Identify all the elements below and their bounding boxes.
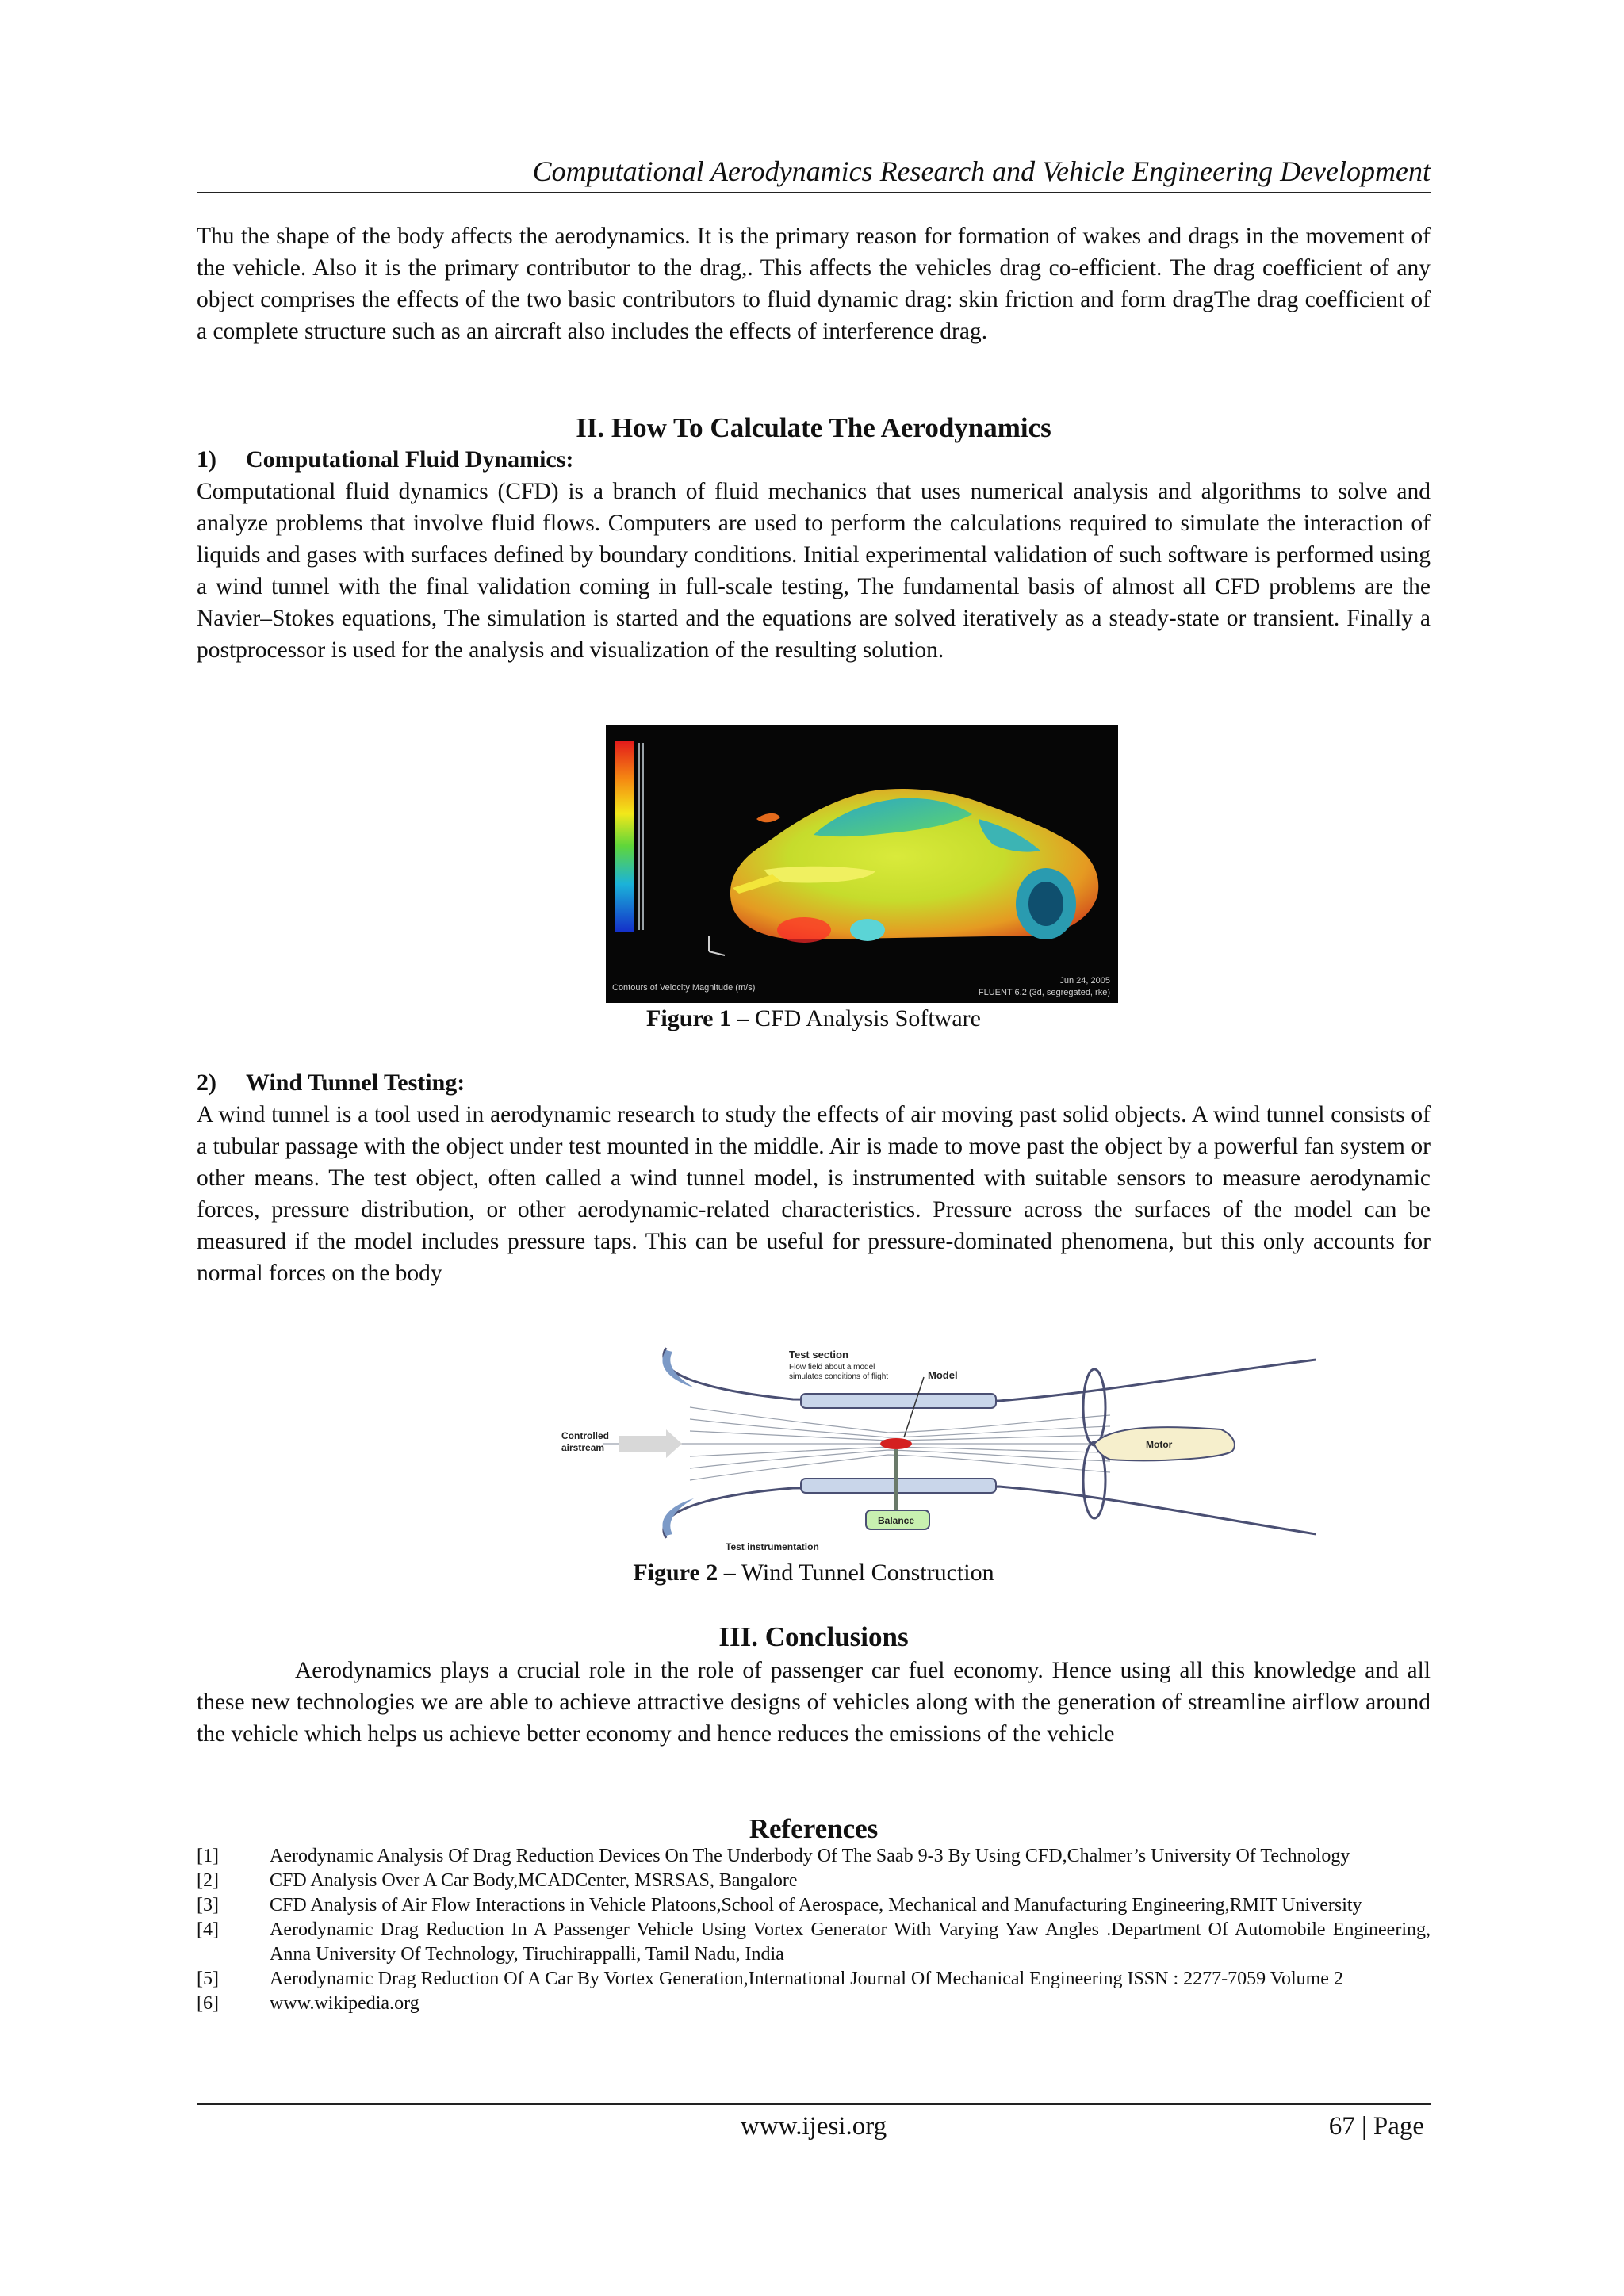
reference-item	[197, 1992, 1431, 2016]
conclusions-paragraph	[197, 1655, 1431, 1750]
label-test-instrumentation: Test instrumentation	[726, 1541, 819, 1552]
reference-text: Aerodynamic Analysis Of Drag Reduction Devices On The Underbody Of The Saab 9-3 By Using CFD,Chalmer’s University Of Technology	[270, 1846, 1350, 1866]
wind-tunnel-paragraph: A wind tunnel is a tool used in aerodynamic research to study the effects of air moving past solid objects. A wind tunnel consists of a tubular passage with the object under test mounted in the middle. Air is made to move past the object by a powerful fan system or other means. The test object, often called a wind tunnel model, is instrumented with suitable sensors to measure aerodynamic forces, pressure distribution, or other aerodynamic-related characteristics. Pressure across the surfaces of the model can be measured if the model includes pressure taps. This can be useful for pressure-dominated phenomena, but this only accounts for normal forces on the body	[197, 1102, 1431, 1286]
figure-1-label: Figure 1 –	[646, 1005, 749, 1031]
reference-item	[197, 1869, 1431, 1893]
label-airstream: airstream	[561, 1442, 605, 1453]
figure-2-caption-text: Wind Tunnel Construction	[741, 1559, 994, 1586]
test-section-lower-window	[801, 1479, 996, 1493]
velocity-color-scale	[615, 741, 634, 932]
label-motor: Motor	[1146, 1439, 1173, 1450]
figure-1-caption-text: CFD Analysis Software	[754, 1005, 981, 1031]
figure-1-solver-text: FLUENT 6.2 (3d, segregated, rke)	[978, 988, 1110, 997]
reference-number: [5]	[197, 1969, 219, 1989]
reference-number: [1]	[197, 1846, 219, 1866]
reference-text: Aerodynamic Drag Reduction Of A Car By Vortex Generation,International Journal Of Mechanical Engineering ISSN : 2277-7059 Volume 2	[270, 1969, 1343, 1989]
subsection-wind-tunnel-title	[197, 1067, 465, 1099]
reference-number: [2]	[197, 1870, 219, 1891]
subsection-wind-tunnel-number: 2)	[197, 1070, 216, 1096]
figure-1-caption	[197, 1003, 1431, 1035]
label-test-section-note-1: Flow field about a model	[789, 1363, 875, 1372]
reference-number: [4]	[197, 1919, 219, 1940]
label-test-section-note-2: simulates conditions of flight	[789, 1372, 889, 1381]
section-2-title: II. How To Calculate The Aerodynamics	[576, 412, 1051, 443]
subsection-cfd-number: 1)	[197, 446, 216, 473]
reference-text: www.wikipedia.org	[270, 1993, 419, 2014]
header-rule	[197, 192, 1431, 193]
paper-page	[197, 0, 1431, 2296]
test-section-upper-window	[801, 1394, 996, 1408]
reference-list	[197, 1844, 1431, 2016]
footer-page-number: 67 | Page	[1328, 2112, 1424, 2141]
intro-paragraph: Thu the shape of the body affects the aerodynamics. It is the primary reason for formation of wakes and drags in the movement of the vehicle. Also it is the primary contributor to the drag,. This affects the vehicles drag co-efficient. The drag coefficient of any object comprises the effects of the two basic contributors to fluid dynamic drag: skin friction and form dragThe drag coefficient of a complete structure such as an aircraft also includes the effects of interference drag.	[197, 224, 1431, 344]
references-title: References	[749, 1813, 879, 1844]
footer-rule	[197, 2103, 1431, 2105]
subsection-cfd-title	[197, 444, 573, 476]
reference-item	[197, 1918, 1431, 1967]
figure-1-cfd-image	[606, 725, 1118, 1003]
footer-website: www.ijesi.org	[740, 2112, 887, 2141]
reference-item	[197, 1967, 1431, 1992]
reference-item	[197, 1844, 1431, 1869]
reference-number: [3]	[197, 1895, 219, 1915]
running-title: Computational Aerodynamics Research and Vehicle Engineering Development	[532, 155, 1431, 187]
conclusions-text: Aerodynamics plays a crucial role in the role of passenger car fuel economy. Hence using all this knowledge and all these new technologies we are able to achieve attractive designs of vehicles along with the generation of streamline airflow around the vehicle which helps us achieve better economy and hence reduces the emissions of the vehicle	[197, 1658, 1431, 1747]
model-object	[880, 1438, 912, 1449]
figure-1-date-text: Jun 24, 2005	[1059, 976, 1110, 985]
reference-text: CFD Analysis of Air Flow Interactions in Vehicle Platoons,School of Aerospace, Mechanical and Manufacturing Engineering,RMIT University	[270, 1895, 1362, 1915]
figure-2-caption	[197, 1557, 1431, 1589]
reference-text: Aerodynamic Drag Reduction In A Passenger Vehicle Using Vortex Generator With Varying Yaw Angles .Department Of Automobile Engineering, Anna University Of Technology, Tiruchirappalli, Tamil Nadu, India	[270, 1919, 1431, 1965]
subsection-cfd-label: Computational Fluid Dynamics:	[246, 446, 574, 473]
label-controlled: Controlled	[561, 1430, 609, 1441]
figure-1-legend-text: Contours of Velocity Magnitude (m/s)	[612, 983, 756, 993]
cfd-paragraph: Computational fluid dynamics (CFD) is a branch of fluid mechanics that uses numerical analysis and algorithms to solve and analyze problems that involve fluid flows. Computers are used to perform the calculations required to simulate the interaction of liquids and gases with surfaces defined by boundary conditions. Initial experimental validation of such software is performed using a wind tunnel with the final validation coming in full-scale testing, The fundamental basis of almost all CFD problems are the Navier–Stokes equations, The simulation is started and the equations are solved iteratively as a steady-state or transient. Finally a postprocessor is used for the analysis and visualization of the resulting solution.	[197, 479, 1431, 663]
figure-2-label: Figure 2 –	[633, 1559, 736, 1586]
figure-2-wind-tunnel-diagram	[555, 1344, 1316, 1554]
reference-item	[197, 1893, 1431, 1918]
subsection-wind-tunnel-label: Wind Tunnel Testing:	[246, 1070, 465, 1096]
label-balance: Balance	[878, 1515, 915, 1526]
reference-text: CFD Analysis Over A Car Body,MCADCenter, MSRSAS, Bangalore	[270, 1870, 798, 1891]
label-test-section: Test section	[789, 1349, 848, 1360]
reference-number: [6]	[197, 1993, 219, 2014]
section-3-title: III. Conclusions	[718, 1621, 909, 1652]
label-model: Model	[928, 1369, 958, 1381]
